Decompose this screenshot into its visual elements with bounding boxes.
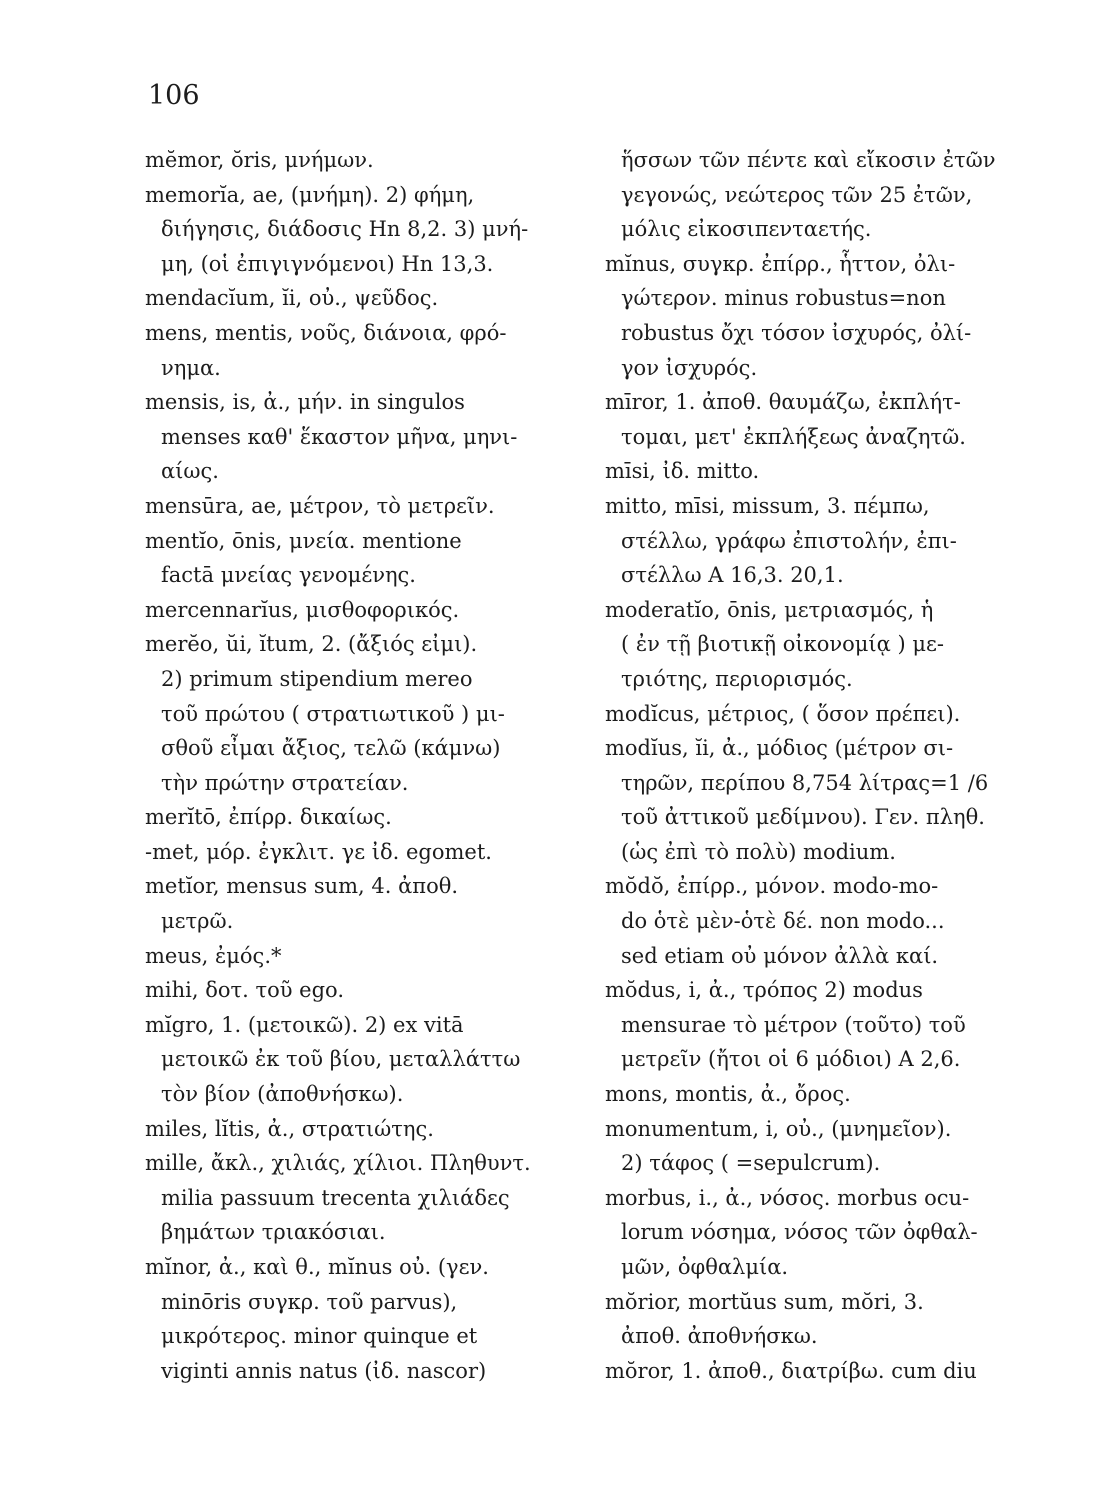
entry-continuation-line: τὴν πρώτην στρατείαν. xyxy=(161,770,409,795)
entry-line: merĕo, ŭi, ĭtum, 2. (ἄξιός εἰμι). xyxy=(145,632,478,657)
entry-line: memorĭa, ae, (μνήμη). 2) φήμη, xyxy=(145,182,475,207)
entry-continuation-line: μετρῶ. xyxy=(161,909,234,934)
entry-continuation-line: viginti annis natus (ἰδ. nascor) xyxy=(161,1358,487,1383)
entry-continuation-line: lorum νόσημα, νόσος τῶν ὀφθαλ- xyxy=(621,1220,978,1245)
entry-continuation-line: διήγησις, διάδοσις Hn 8,2. 3) μνή- xyxy=(161,217,529,242)
entry-continuation-line: ἀποθ. ἀποθνήσκω. xyxy=(621,1324,818,1349)
right-column xyxy=(605,143,1035,1388)
entry-continuation-line: sed etiam οὐ μόνον ἀλλὰ καί. xyxy=(621,943,939,968)
entry-line: mitto, mīsi, missum, 3. πέμπω, xyxy=(605,493,930,518)
entry-line: morbus, i., ἀ., νόσος. morbus ocu- xyxy=(605,1185,970,1210)
entry-continuation-line: robustus ὄχι τόσον ἰσχυρός, ὀλί- xyxy=(621,320,972,345)
entry-line: mĭnus, συγκρ. ἐπίρρ., ἧττον, ὀλι- xyxy=(605,251,956,276)
entry-continuation-line: ( ἐν τῇ βιοτικῇ οἰκονομίᾳ ) με- xyxy=(621,632,944,657)
entry-line: modĭus, ĭi, ἀ., μόδιος (μέτρον σι- xyxy=(605,736,954,761)
entry-continuation-line: νημα. xyxy=(161,355,221,380)
page-number: 106 xyxy=(148,80,200,111)
entry-line: mercennarĭus, μισθοφορικός. xyxy=(145,597,460,622)
entry-continuation-line: τομαι, μετ' ἐκπλήξεως ἀναζητῶ. xyxy=(621,424,966,449)
entry-line: mille, ἄκλ., χιλιάς, χίλιοι. Πληθυντ. xyxy=(145,1151,531,1176)
entry-line: mihi, δοτ. τοῦ ego. xyxy=(145,978,344,1003)
entry-continuation-line: τοῦ ἀττικοῦ μεδίμνου). Γεν. πληθ. xyxy=(621,805,985,830)
entry-continuation-line: μετοικῶ ἐκ τοῦ βίου, μεταλλάττω xyxy=(161,1047,521,1072)
entry-line: mentĭo, ōnis, μνεία. mentione xyxy=(145,528,462,553)
entry-continuation-line: στέλλω, γράφω ἐπιστολήν, ἐπι- xyxy=(621,528,957,553)
entry-continuation-line: μετρεῖν (ἤτοι οἱ 6 μόδιοι) A 2,6. xyxy=(621,1047,961,1072)
entry-continuation-line: μῶν, ὀφθαλμία. xyxy=(621,1255,789,1279)
entry-continuation-line: τηρῶν, περίπου 8,754 λίτρας=1 /6 xyxy=(621,770,989,795)
entry-continuation-line: μη, (οἱ ἐπιγιγνόμενοι) Hn 13,3. xyxy=(161,251,494,276)
entry-continuation-line: μικρότερος. minor quinque et xyxy=(161,1324,478,1349)
entry-line: mŏrior, mortŭus sum, mŏri, 3. xyxy=(605,1289,924,1314)
entry-continuation-line: σθοῦ εἶμαι ἄξιος, τελῶ (κάμνω) xyxy=(161,736,501,761)
entry-continuation-line: do ὁτὲ μὲν-ὁτὲ δέ. non modo... xyxy=(621,909,945,934)
entry-line: mensūra, ae, μέτρον, τὸ μετρεῖν. xyxy=(145,493,495,518)
entry-line: mensis, is, ἀ., μήν. in singulos xyxy=(145,390,465,415)
entry-continuation-line: βημάτων τριακόσιαι. xyxy=(161,1220,386,1245)
entry-line: moderatĭo, ōnis, μετριασμός, ἡ xyxy=(605,597,934,622)
entry-continuation-line: minōris συγκρ. τοῦ parvus), xyxy=(161,1289,458,1314)
entry-line: mĕmor, ŏris, μνήμων. xyxy=(145,148,374,172)
entry-continuation-line: στέλλω A 16,3. 20,1. xyxy=(621,563,844,588)
entry-continuation-line: (ὡς ἐπὶ τὸ πολὺ) modium. xyxy=(621,839,896,864)
entry-continuation-line: menses καθ' ἕκαστον μῆνα, μηνι- xyxy=(161,424,518,449)
entry-line: metĭor, mensus sum, 4. ἀποθ. xyxy=(145,874,459,899)
entry-line: merĭtō, ἐπίρρ. δικαίως. xyxy=(145,805,392,830)
entry-continuation-line: τὸν βίον (ἀποθνήσκω). xyxy=(161,1082,404,1107)
entry-continuation-line: γώτερον. minus robustus=non xyxy=(621,286,946,311)
entry-line: mons, montis, ἀ., ὄρος. xyxy=(605,1082,851,1107)
entry-continuation-line: ἥσσων τῶν πέντε καὶ εἴκοσιν ἐτῶν xyxy=(621,148,996,172)
entry-continuation-line: γον ἰσχυρός. xyxy=(621,355,758,380)
entry-continuation-line: γεγονώς, νεώτερος τῶν 25 ἐτῶν, xyxy=(621,182,973,207)
entry-line: -met, μόρ. ἐγκλιτ. γε ἰδ. egomet. xyxy=(145,839,492,864)
entry-continuation-line: αίως. xyxy=(161,459,219,484)
entry-continuation-line: milia passuum trecenta χιλιάδες xyxy=(161,1185,510,1210)
entry-line: mens, mentis, νοῦς, διάνοια, φρό- xyxy=(145,320,507,345)
entry-line: mīsi, ἰδ. mitto. xyxy=(605,459,760,484)
entry-continuation-line: τοῦ πρώτου ( στρατιωτικοῦ ) μι- xyxy=(161,701,505,726)
entry-line: miles, lĭtis, ἀ., στρατιώτης. xyxy=(145,1116,434,1141)
entry-line: mendacĭum, ĭi, οὐ., ψεῦδος. xyxy=(145,286,439,311)
entry-line: mŏdus, i, ἀ., τρόπος 2) modus xyxy=(605,978,923,1003)
entry-line: meus, ἐμός.* xyxy=(145,943,282,968)
entry-line: monumentum, i, οὐ., (μνημεῖον). xyxy=(605,1116,952,1141)
entry-continuation-line: 2) primum stipendium mereo xyxy=(161,666,473,691)
entry-line: mŏror, 1. ἀποθ., διατρίβω. cum diu xyxy=(605,1358,977,1383)
entry-line: modĭcus, μέτριος, ( ὅσον πρέπει). xyxy=(605,701,961,726)
entry-continuation-line: factā μνείας γενομένης. xyxy=(161,563,416,588)
entry-continuation-line: mensurae τὸ μέτρον (τοῦτο) τοῦ xyxy=(621,1012,966,1037)
entry-continuation-line: μόλις εἰκοσιπενταετής. xyxy=(621,217,872,242)
entry-line: mĭgro, 1. (μετοικῶ). 2) ex vitā xyxy=(145,1012,464,1037)
entry-continuation-line: τριότης, περιορισμός. xyxy=(621,666,853,691)
entry-line: mŏdŏ, ἐπίρρ., μόνον. modo-mo- xyxy=(605,874,939,899)
entry-line: mĭnor, ἀ., καὶ θ., mĭnus οὐ. (γεν. xyxy=(145,1255,489,1279)
entry-line: mīror, 1. ἀποθ. θαυμάζω, ἐκπλήτ- xyxy=(605,390,961,415)
left-column xyxy=(145,143,575,1388)
entry-continuation-line: 2) τάφος ( =sepulcrum). xyxy=(621,1151,881,1176)
